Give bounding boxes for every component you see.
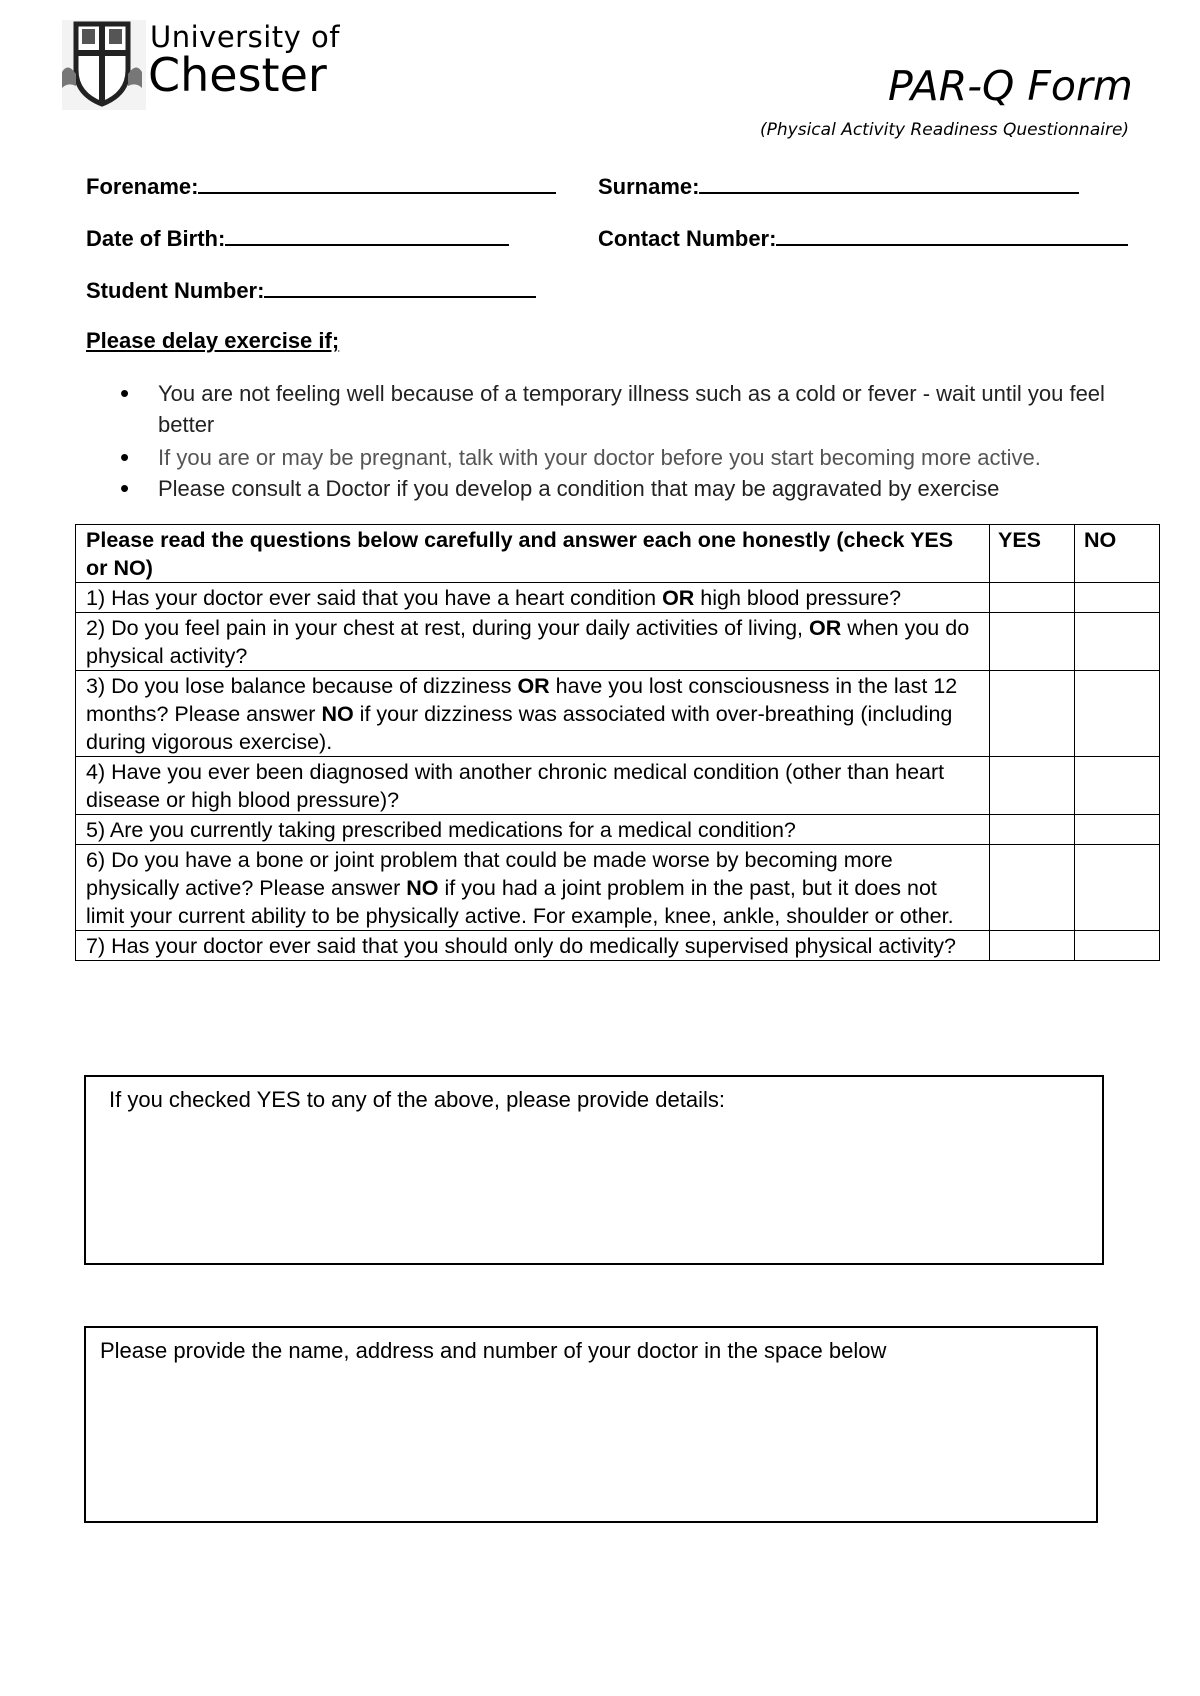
question-1-yes-checkbox[interactable]	[990, 583, 1075, 613]
question-5-yes-checkbox[interactable]	[990, 815, 1075, 845]
question-2-no-checkbox[interactable]	[1075, 613, 1160, 671]
delay-item-pregnant: • If you are or may be pregnant, talk with your doctor before you start becoming more active.	[120, 442, 1140, 473]
delay-item-consult: • Please consult a Doctor if you develop a condition that may be aggravated by exercise	[120, 473, 1140, 504]
delay-item-illness: • You are not feeling well because of a temporary illness such as a cold or fever - wait until you feel better	[120, 378, 1140, 440]
question-3-yes-checkbox[interactable]	[990, 671, 1075, 757]
no-column-header: NO	[1075, 525, 1160, 583]
question-1-no-checkbox[interactable]	[1075, 583, 1160, 613]
surname-input-line[interactable]	[699, 172, 1079, 194]
questionnaire-table	[75, 524, 1160, 961]
table-row	[76, 845, 1160, 931]
question-6: 6) Do you have a bone or joint problem that could be made worse by becoming more physically active? Please answer NO if you had a joint problem in the past, but it does not limit your current ability to be physically active. For example, knee, ankle, shoulder or other.	[76, 845, 990, 931]
forename-input-line[interactable]	[198, 172, 556, 194]
forename-label: Forename:	[86, 174, 199, 199]
contact-number-input-line[interactable]	[776, 224, 1128, 246]
table-row	[76, 671, 1160, 757]
table-row	[76, 613, 1160, 671]
question-2: 2) Do you feel pain in your chest at rest, during your daily activities of living, OR when you do physical activity?	[76, 613, 990, 671]
forename-field[interactable]	[86, 172, 556, 200]
question-5-no-checkbox[interactable]	[1075, 815, 1160, 845]
question-7-yes-checkbox[interactable]	[990, 931, 1075, 961]
date-of-birth-field[interactable]	[86, 224, 509, 252]
logo-text-line1: University of	[150, 20, 340, 54]
student-number-input-line[interactable]	[264, 276, 536, 298]
question-3: 3) Do you lose balance because of dizziness OR have you lost consciousness in the last 12 months? Please answer NO if your dizziness was associated with over-breathing (including during vigorous exercise).	[76, 671, 990, 757]
page-subtitle: (Physical Activity Readiness Questionnaire)	[760, 120, 1130, 140]
date-of-birth-input-line[interactable]	[225, 224, 509, 246]
table-row	[76, 815, 1160, 845]
question-4: 4) Have you ever been diagnosed with another chronic medical condition (other than heart disease or high blood pressure)?	[76, 757, 990, 815]
question-2-yes-checkbox[interactable]	[990, 613, 1075, 671]
question-6-yes-checkbox[interactable]	[990, 845, 1075, 931]
table-row	[76, 583, 1160, 613]
table-header-instructions: Please read the questions below carefully and answer each one honestly (check YES or NO)	[76, 525, 990, 583]
contact-number-label: Contact Number:	[598, 226, 777, 251]
yes-details-label: If you checked YES to any of the above, please provide details:	[109, 1087, 725, 1112]
logo-text-line2: Chester	[148, 48, 327, 102]
surname-field[interactable]	[598, 172, 1079, 200]
yes-column-header: YES	[990, 525, 1075, 583]
question-4-yes-checkbox[interactable]	[990, 757, 1075, 815]
delay-exercise-heading: Please delay exercise if;	[86, 328, 340, 353]
table-row	[76, 757, 1160, 815]
question-6-no-checkbox[interactable]	[1075, 845, 1160, 931]
table-row	[76, 931, 1160, 961]
yes-details-textbox[interactable]	[84, 1075, 1104, 1265]
question-1: 1) Has your doctor ever said that you have a heart condition OR high blood pressure?	[76, 583, 990, 613]
question-7-no-checkbox[interactable]	[1075, 931, 1160, 961]
doctor-details-textbox[interactable]	[84, 1326, 1098, 1523]
doctor-details-label: Please provide the name, address and number of your doctor in the space below	[100, 1338, 887, 1363]
page-title: PAR-Q Form	[888, 62, 1133, 110]
student-number-label: Student Number:	[86, 278, 265, 303]
question-3-no-checkbox[interactable]	[1075, 671, 1160, 757]
surname-label: Surname:	[598, 174, 700, 199]
student-number-field[interactable]	[86, 276, 536, 304]
question-4-no-checkbox[interactable]	[1075, 757, 1160, 815]
table-header-row	[76, 525, 1160, 583]
question-7: 7) Has your doctor ever said that you should only do medically supervised physical activity?	[76, 931, 990, 961]
date-of-birth-label: Date of Birth:	[86, 226, 226, 251]
contact-number-field[interactable]	[598, 224, 1128, 252]
question-5: 5) Are you currently taking prescribed medications for a medical condition?	[76, 815, 990, 845]
delay-exercise-list	[120, 378, 1140, 504]
